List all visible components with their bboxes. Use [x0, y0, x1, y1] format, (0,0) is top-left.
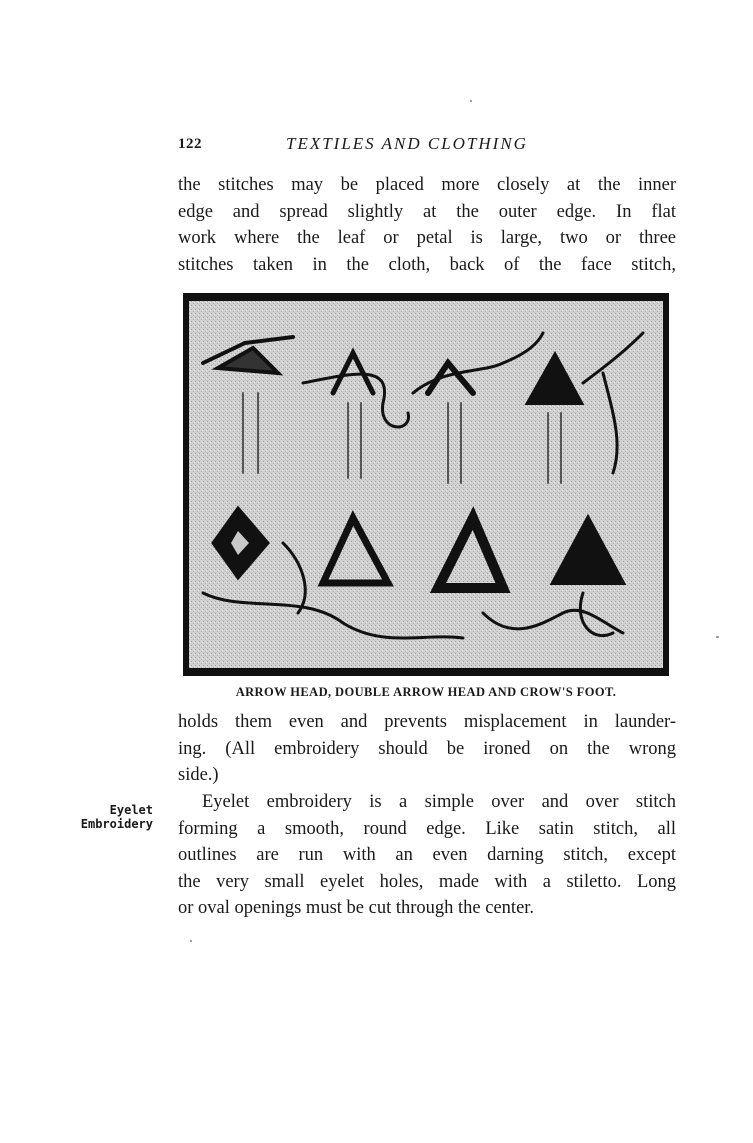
page-speck — [190, 940, 192, 942]
paragraph-3 — [178, 789, 676, 922]
page-speck — [716, 636, 719, 638]
figure-caption: ARROW HEAD, DOUBLE ARROW HEAD AND CROW'S FOOT. — [235, 685, 617, 699]
paragraph-1 — [178, 172, 676, 278]
margin-note — [81, 803, 153, 831]
page-number: 122 — [178, 136, 202, 152]
text-line: or oval openings must be cut through the center. — [178, 898, 535, 918]
page-header — [178, 134, 678, 156]
paragraph-2 — [178, 709, 676, 789]
text-line: Eyelet embroidery is a simple over and over stitch — [202, 792, 676, 812]
margin-note-line: Embroidery — [80, 817, 153, 831]
text-line: edge and spread slightly at the outer edge. In flat — [178, 201, 676, 222]
page-speck — [470, 100, 472, 102]
text-line: outlines are run with an even darning stitch, except — [178, 845, 676, 865]
running-head: TEXTILES AND CLOTHING — [286, 134, 528, 153]
text-line: side.) — [178, 765, 219, 785]
text-line: forming a smooth, round edge. Like satin stitch, all — [178, 818, 676, 839]
margin-note-line: Eyelet — [109, 803, 153, 817]
text-line: ing. (All embroidery should be ironed on the wrong — [178, 738, 676, 759]
text-line: the very small eyelet holes, made with a stiletto. Long — [178, 871, 676, 892]
text-line: stitches taken in the cloth, back of the face stitch, — [178, 254, 676, 275]
text-line: the stitches may be placed more closely at the inner — [178, 175, 676, 195]
text-line: holds them even and prevents misplacement in launder- — [178, 712, 676, 732]
embroidery-figure — [183, 293, 669, 676]
text-line: work where the leaf or petal is large, two or three — [178, 228, 676, 248]
stitch-sample-illustration — [183, 293, 669, 676]
